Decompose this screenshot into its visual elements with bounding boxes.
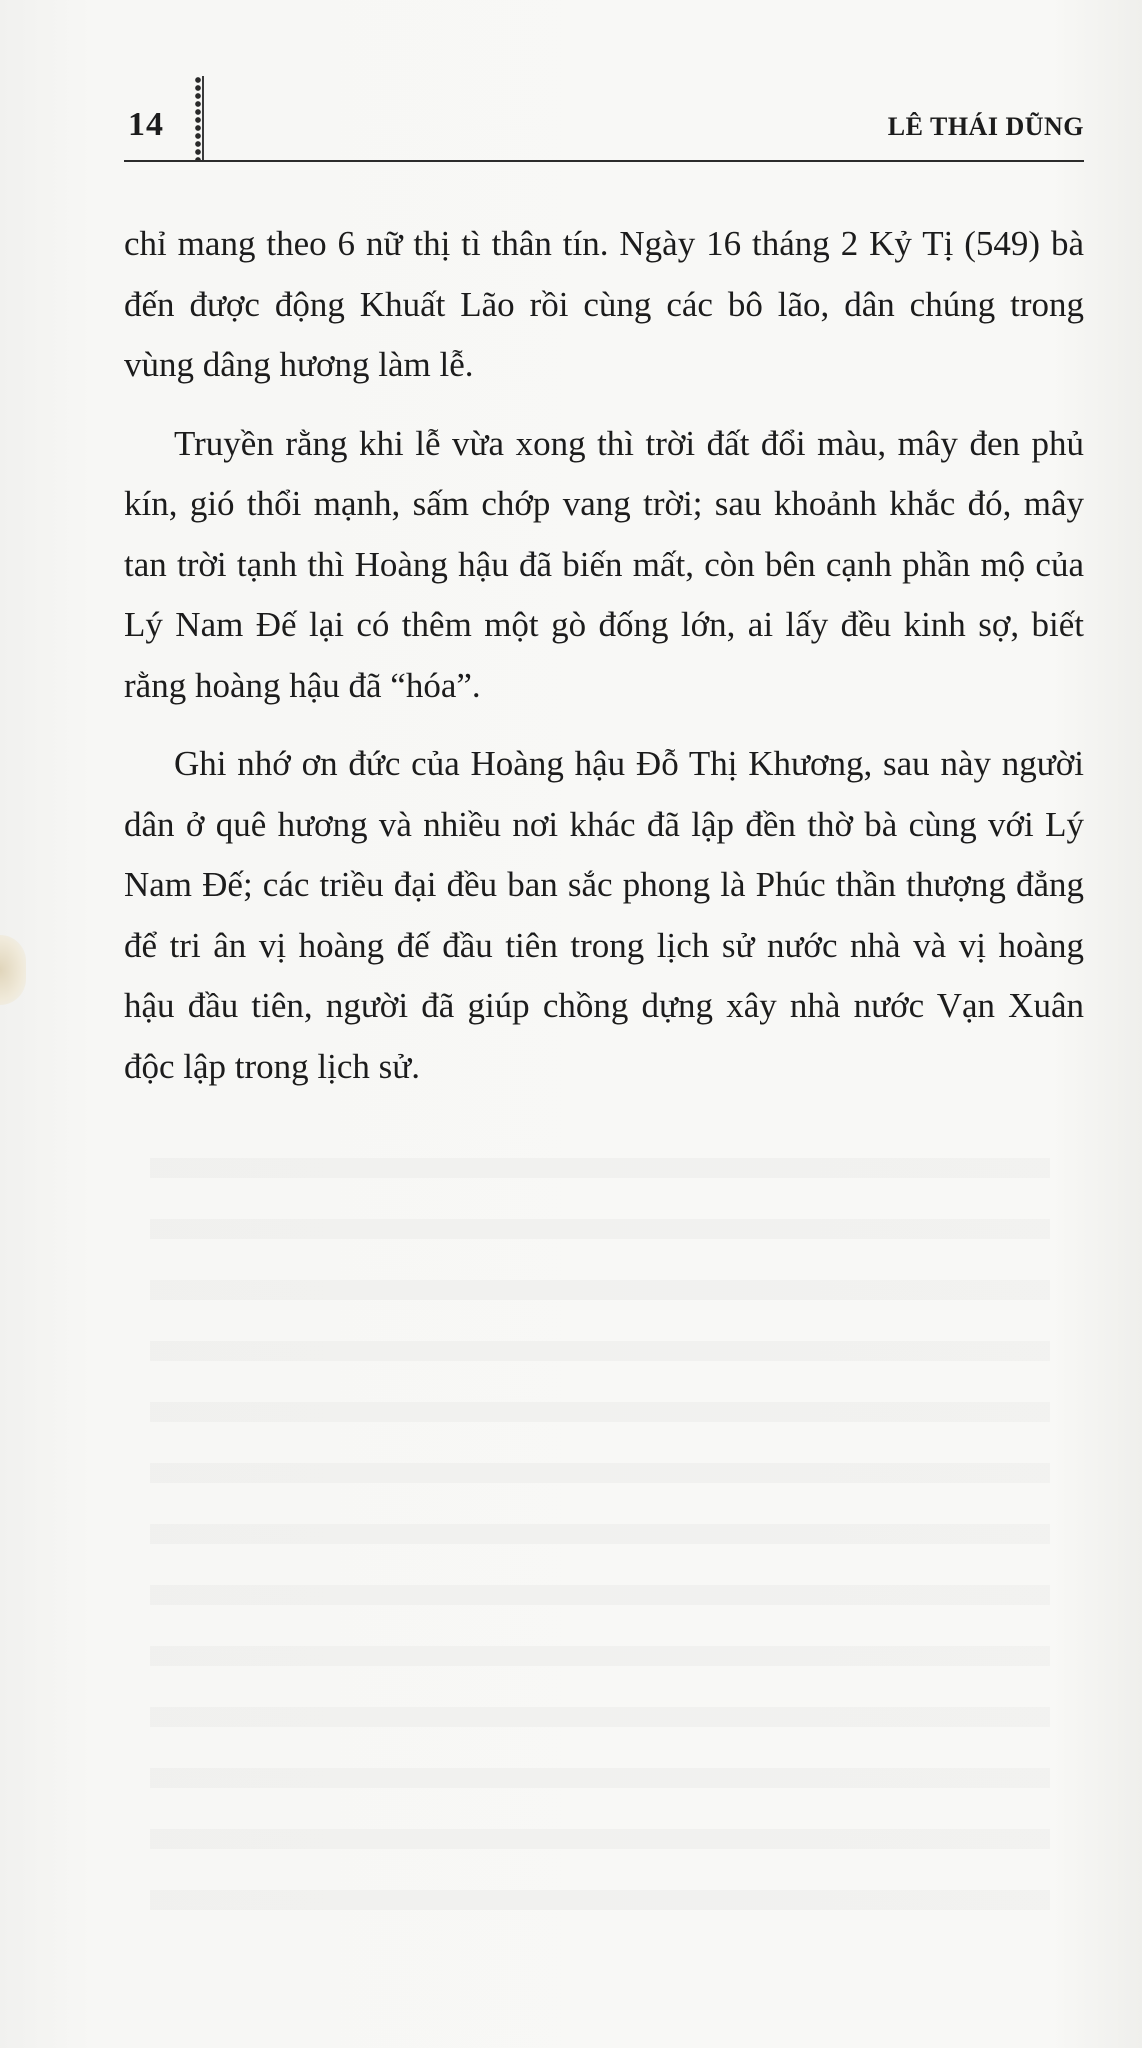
running-header (124, 92, 1084, 162)
bleed-through-texture (150, 1120, 1050, 1920)
paragraph: Ghi nhớ ơn đức của Hoàng hậu Đỗ Thị Khương, sau này người dân ở quê hương và nhiều nơi khác đã lập đền thờ bà cùng với Lý Nam Đế; các triều đại đều ban sắc phong là Phúc thần thượng đẳng để tri ân vị hoàng đế đầu tiên trong lịch sử nước nhà và vị hoàng hậu đầu tiên, người đã giúp chồng dựng xây nhà nước Vạn Xuân độc lập trong lịch sử. (124, 744, 1084, 1086)
paragraph: chỉ mang theo 6 nữ thị tì thân tín. Ngày 16 tháng 2 Kỷ Tị (549) bà đến được động Khuất Lão rồi cùng các bô lão, dân chúng trong vùng dâng hương làm lễ. (124, 224, 1084, 384)
body-text (124, 214, 1084, 1115)
page-edge-mark (0, 935, 26, 1005)
header-ornament (192, 76, 204, 162)
paragraph: Truyền rằng khi lễ vừa xong thì trời đất đổi màu, mây đen phủ kín, gió thổi mạnh, sấm chớp vang trời; sau khoảnh khắc đó, mây tan trời tạnh thì Hoàng hậu đã biến mất, còn bên cạnh phần mộ của Lý Nam Đế lại có thêm một gò đống lớn, ai lấy đều kinh sợ, biết rằng hoàng hậu đã “hóa”. (124, 423, 1084, 705)
running-title: LÊ THÁI DŨNG (887, 112, 1084, 141)
page-number: 14 (128, 106, 164, 143)
header-rule (124, 160, 1084, 162)
